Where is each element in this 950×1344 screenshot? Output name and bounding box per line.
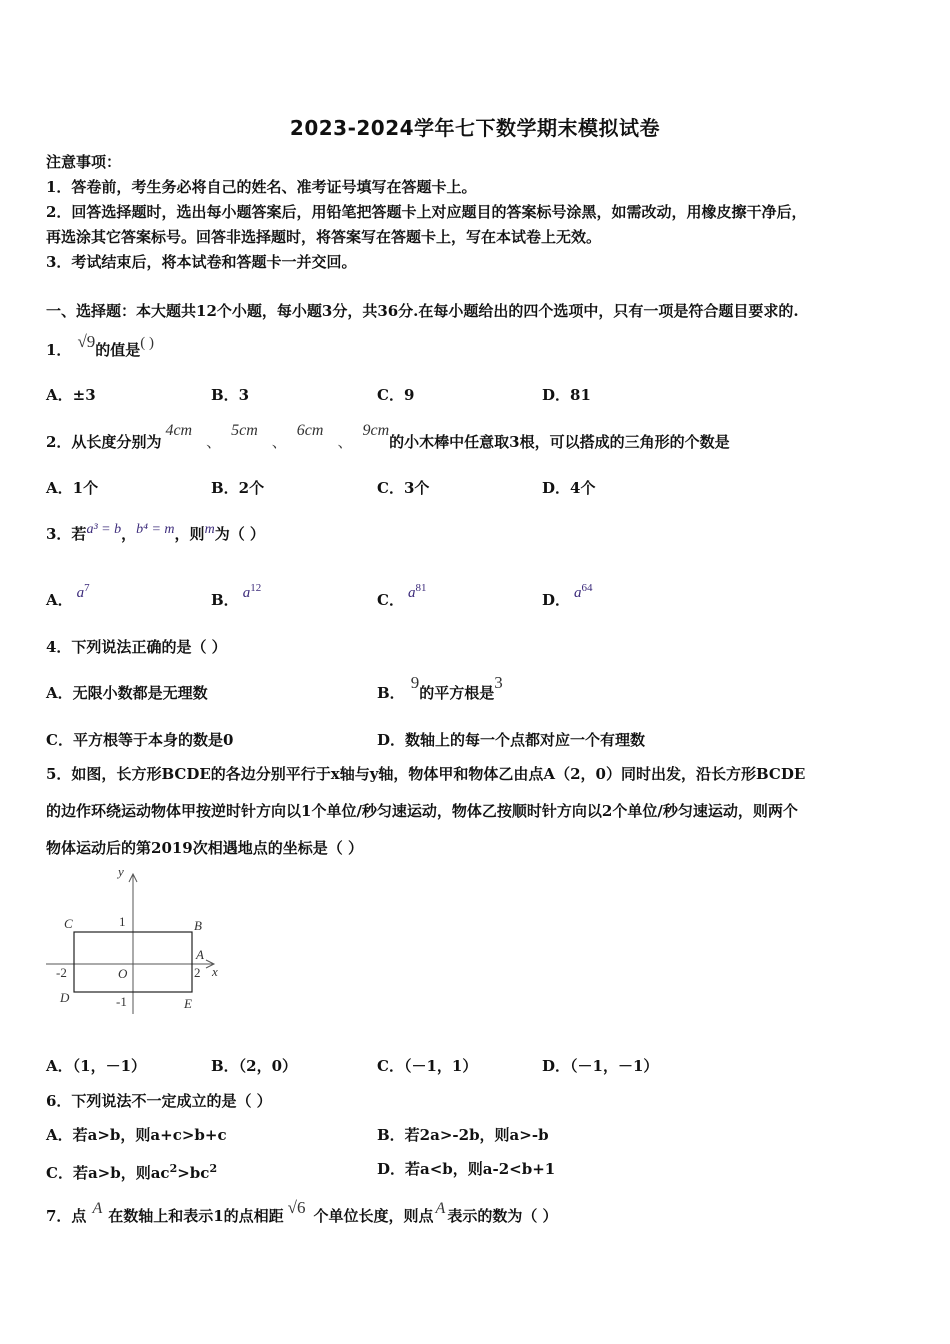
q1-option-b[interactable]: B．3 <box>211 386 250 404</box>
q5-option-c[interactable]: C．（－1，1） <box>377 1057 478 1075</box>
question-4: 4．下列说法正确的是（ ） <box>46 638 227 656</box>
power-exponent: 12 <box>250 582 262 594</box>
var-m: m <box>204 522 215 537</box>
formula-a3-eq-b: a³ = b <box>86 522 122 537</box>
q6-option-d[interactable]: D．若a<b，则a-2<b+1 <box>377 1160 556 1178</box>
q1-paren: ( ) <box>140 335 155 351</box>
coordinate-figure <box>44 864 234 1024</box>
power-base: a <box>242 585 251 601</box>
label-e: E <box>184 996 192 1011</box>
label-y: y <box>118 864 124 879</box>
label-d: D <box>60 990 70 1005</box>
question-2 <box>46 422 730 453</box>
superscript: 2 <box>209 1162 218 1175</box>
notice-item-1: 1．答卷前，考生务必将自己的姓名、准考证号填写在答题卡上。 <box>46 178 477 196</box>
option-text: 的平方根是 <box>419 684 495 702</box>
q2-option-c[interactable]: C．3个 <box>377 479 430 497</box>
power-exponent: 64 <box>581 582 593 594</box>
notice-item-2: 2．回答选择题时，选出每小题答案后，用铅笔把答题卡上对应题目的答案标号涂黑，如需改动，用橡皮擦干净后， <box>46 203 807 221</box>
power-base: a <box>574 585 582 601</box>
q6-option-c[interactable] <box>46 1159 217 1183</box>
q3-option-b[interactable] <box>211 582 262 611</box>
length-9cm: 9cm <box>362 422 390 439</box>
formula-b4-eq-m: b⁴ = m <box>136 522 175 537</box>
q1-option-d[interactable]: D．81 <box>542 386 591 404</box>
power-exponent: 7 <box>84 582 90 594</box>
q4-option-b[interactable] <box>377 673 503 703</box>
label-a: A <box>196 947 204 962</box>
option-label: B． <box>377 684 405 702</box>
q2-option-b[interactable]: B．2个 <box>211 479 265 497</box>
notice-item-3: 3．考试结束后，将本试卷和答题卡一并交回。 <box>46 253 357 271</box>
q3-option-c[interactable] <box>377 582 427 611</box>
q1-option-c[interactable]: C．9 <box>377 386 415 404</box>
option-label: B． <box>211 591 239 609</box>
q6-option-a[interactable]: A．若a>b，则a+c>b+c <box>46 1126 227 1144</box>
q2-option-d[interactable]: D．4个 <box>542 479 596 497</box>
option-label: C． <box>377 591 404 609</box>
notice-item-2-cont: 再选涂其它答案标号。回答非选择题时，将答案写在答题卡上，写在本试卷上无效。 <box>46 228 602 246</box>
section-heading: 一、选择题：本大题共12个小题，每小题3分，共36分.在每小题给出的四个选项中，只有一项是符合题目要求的. <box>46 302 799 320</box>
tick-2: 2 <box>194 965 201 980</box>
length-4cm: 4cm <box>165 422 193 439</box>
tick-neg-2: -2 <box>56 965 67 980</box>
label-c: C <box>64 916 73 931</box>
q5-option-b[interactable]: B．（2，0） <box>211 1057 298 1075</box>
q7-text: 在数轴上和表示1的点相距 <box>108 1207 284 1225</box>
q4-option-c[interactable]: C．平方根等于本身的数是0 <box>46 731 234 749</box>
length-5cm: 5cm <box>231 422 258 439</box>
question-1 <box>46 332 155 361</box>
tick-neg-1: -1 <box>116 994 127 1009</box>
var-a: A <box>435 1200 446 1217</box>
q3-option-a[interactable] <box>46 582 90 611</box>
q1-option-a[interactable]: A．±3 <box>46 386 96 404</box>
notice-heading: 注意事项： <box>46 153 122 171</box>
number-9: 9 <box>410 673 420 692</box>
q2-stem-start: 2．从长度分别为 <box>46 433 162 451</box>
separator: 、 <box>206 435 222 451</box>
number-3: 3 <box>494 673 503 692</box>
option-label: D． <box>542 591 571 609</box>
question-5-line-2: 的边作环绕运动物体甲按逆时针方向以1个单位/秒匀速运动，物体乙按顺时针方向以2个单位/秒匀速运动，则两个 <box>46 802 798 820</box>
option-label: A． <box>46 591 73 609</box>
label-x: x <box>212 964 218 979</box>
q2-text: 的小木棒中任意取3根，可以搭成的三角形的个数是 <box>389 433 730 451</box>
q7-text: 个单位长度，则点 <box>313 1207 434 1225</box>
q7-stem-start: 7．点 <box>46 1207 87 1225</box>
sqrt-6-formula: √6 <box>287 1198 306 1217</box>
length-6cm: 6cm <box>296 422 324 439</box>
q7-text: 表示的数为（ ） <box>447 1207 558 1225</box>
q5-option-a[interactable]: A．（1，－1） <box>46 1057 147 1075</box>
separator: 、 <box>271 435 287 451</box>
q2-option-a[interactable]: A．1个 <box>46 479 99 497</box>
q3-then: ，则 <box>174 525 205 543</box>
option-text: C．若a>b，则ac <box>46 1164 170 1182</box>
q3-stem-start: 3．若 <box>46 525 87 543</box>
power-base: a <box>76 585 85 601</box>
question-5-line-1: 5．如图，长方形BCDE的各边分别平行于x轴与y轴，物体甲和物体乙由点A（2，0）同时出发，沿长方形BCDE <box>46 765 806 783</box>
sqrt-9-formula: √9 <box>77 332 96 351</box>
question-7 <box>46 1198 558 1227</box>
tick-1: 1 <box>119 914 126 929</box>
question-5-line-3: 物体运动后的第2019次相遇地点的坐标是（ ） <box>46 839 363 857</box>
q1-text: 的值是 <box>95 341 141 359</box>
label-b: B <box>194 918 202 933</box>
question-3 <box>46 524 265 546</box>
power-base: a <box>407 585 416 601</box>
q4-option-d[interactable]: D．数轴上的每一个点都对应一个有理数 <box>377 731 646 749</box>
q3-end: 为（ ） <box>214 525 265 543</box>
option-text: >bc <box>177 1164 210 1182</box>
power-exponent: 81 <box>415 582 427 594</box>
q1-number: 1． <box>46 341 72 359</box>
question-6: 6．下列说法不一定成立的是（ ） <box>46 1092 272 1110</box>
q6-option-b[interactable]: B．若2a>-2b，则a>-b <box>377 1126 549 1144</box>
superscript: 2 <box>169 1162 178 1175</box>
page-title: 2023-2024学年七下数学期末模拟试卷 <box>289 116 661 140</box>
q4-option-a[interactable]: A．无限小数都是无理数 <box>46 684 208 702</box>
var-a: A <box>92 1200 103 1217</box>
q3-option-d[interactable] <box>542 582 593 611</box>
comma: ， <box>121 525 137 543</box>
q5-option-d[interactable]: D．（－1，－1） <box>542 1057 659 1075</box>
separator: 、 <box>337 435 353 451</box>
label-origin: O <box>118 966 128 981</box>
